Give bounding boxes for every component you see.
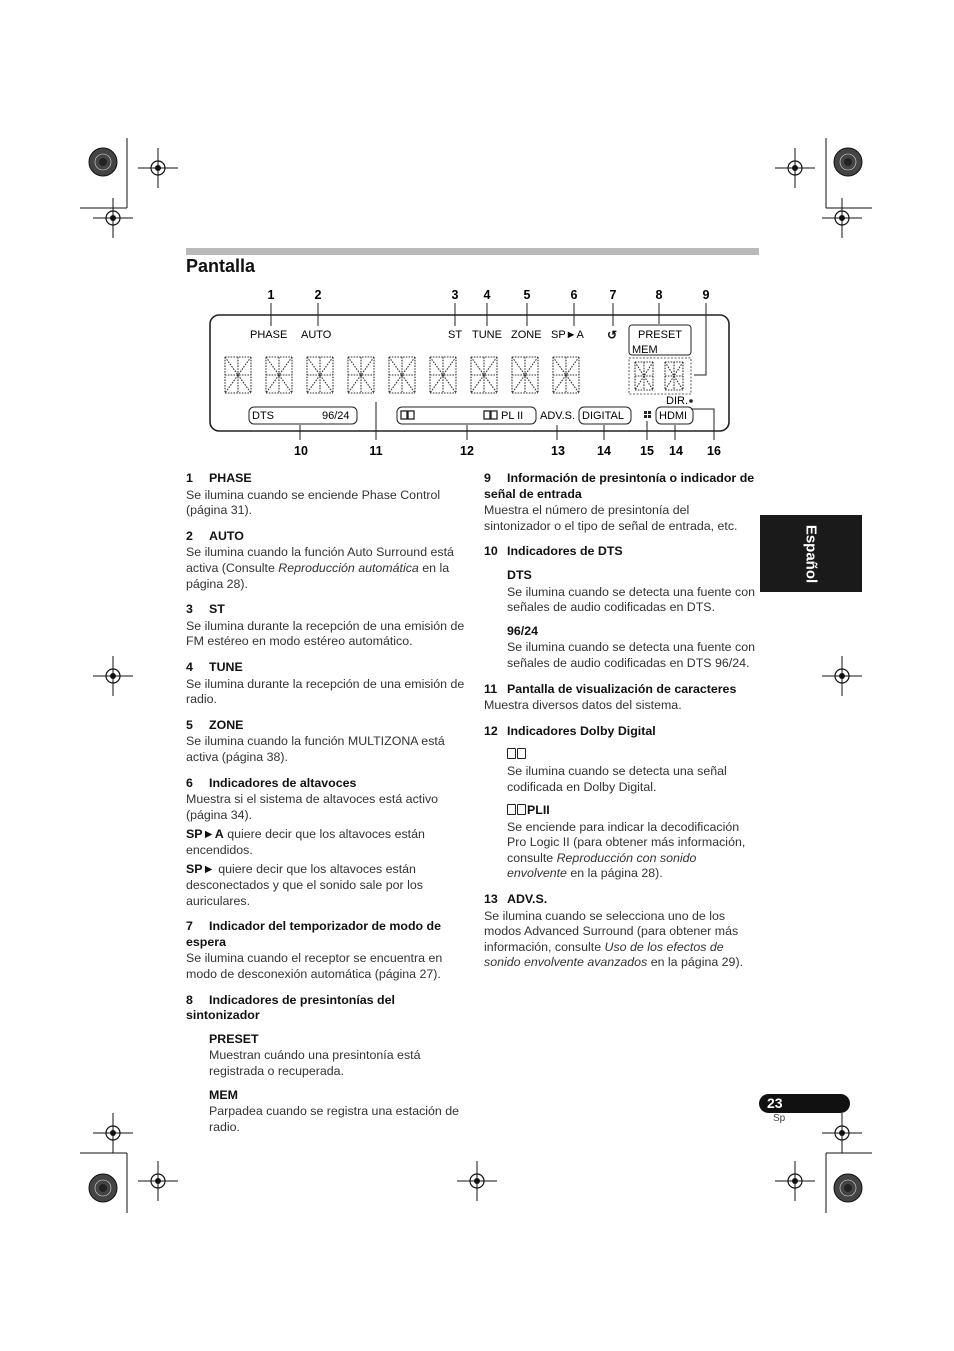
item-13-text: Se ilumina cuando se selecciona uno de los modos Advanced Surround (para obtener más información, consulte Uso de los efectos de sonido envolvente avanzados en la página 29).	[484, 908, 744, 970]
advs-label: ADV.S.	[540, 410, 576, 422]
callout-6: 6	[570, 288, 578, 302]
item-9-heading: 9 Información de presintonía o indicador de señal de entrada	[484, 471, 755, 501]
item-12-dd-text: Se ilumina cuando se detecta una señal codificada en Dolby Digital.	[507, 763, 727, 794]
title-bar	[186, 248, 759, 255]
item-5-heading: 5 ZONE	[186, 717, 244, 732]
callout-14b: 14	[669, 444, 683, 458]
callout-16: 16	[707, 444, 721, 458]
item-11-text: Muestra diversos datos del sistema.	[484, 698, 682, 713]
item-8-preset-text: Muestran cuándo una presintonía está registrada o recuperada.	[209, 1048, 421, 1078]
item-3-text: Se ilumina durante la recepción de una emisión de FM estéreo en modo estéreo automático.	[186, 618, 465, 649]
item-12-heading: 12 Indicadores Dolby Digital	[484, 723, 656, 738]
sp-label: SP►A	[551, 329, 584, 341]
page-suffix: Sp	[773, 1113, 786, 1124]
language-tab	[760, 515, 862, 592]
item-8-heading: 8 Indicadores de presintonías del sintonizador	[186, 992, 395, 1023]
item-4-text: Se ilumina durante la recepción de una emisión de radio.	[186, 676, 465, 707]
item-10-9624-text: Se ilumina cuando se detecta una fuente con señales de audio codificadas en DTS 96/24.	[507, 640, 755, 670]
item-10-dts-text: Se ilumina cuando se detecta una fuente con señales de audio codificadas en DTS.	[507, 584, 755, 615]
callout-14a: 14	[597, 444, 611, 458]
callout-8: 8	[655, 288, 663, 302]
character-display-segments	[225, 357, 683, 393]
item-11-heading: 11 Pantalla de visualización de caracteres	[484, 681, 737, 696]
item-10-heading: 10 Indicadores de DTS	[484, 544, 623, 559]
multichannel-icon	[644, 411, 651, 418]
callout-10: 10	[294, 444, 308, 458]
left-column	[186, 471, 466, 1135]
item-6-heading: 6 Indicadores de altavoces	[186, 775, 357, 790]
tune-label: TUNE	[472, 329, 502, 341]
dts-9624-label: 96/24	[322, 410, 350, 422]
item-3-heading: 3 ST	[186, 602, 225, 617]
phase-label: PHASE	[250, 329, 288, 341]
callout-1: 1	[267, 288, 275, 302]
item-9-text: Muestra el número de presintonía del sintonizador o el tipo de señal de entrada, etc.	[484, 503, 738, 533]
callout-2: 2	[314, 288, 322, 302]
callout-5: 5	[523, 288, 531, 302]
item-1-heading: 1 PHASE	[186, 471, 252, 485]
pl2-label: PL II	[501, 410, 524, 422]
zone-label: ZONE	[511, 329, 542, 341]
item-8-mem-heading: MEM	[209, 1087, 238, 1102]
item-8-preset-heading: PRESET	[209, 1031, 259, 1046]
callout-15: 15	[640, 444, 654, 458]
callout-4: 4	[483, 288, 491, 302]
auto-label: AUTO	[301, 329, 332, 341]
item-13-heading: 13 ADV.S.	[484, 892, 548, 907]
item-6-sp: SP► quiere decir que los altavoces están desconectados y que el sonido sale por los auriculares.	[186, 862, 423, 908]
callout-9: 9	[702, 288, 710, 302]
item-8-mem-text: Parpadea cuando se registra una estación de radio.	[209, 1104, 460, 1134]
callout-12: 12	[460, 444, 474, 458]
item-10-9624-heading: 96/24	[507, 623, 539, 638]
item-7-text: Se ilumina cuando el receptor se encuentra en modo de desconexión automática (página 27).	[186, 951, 443, 982]
item-10-dts-heading: DTS	[507, 567, 532, 582]
callout-3: 3	[451, 288, 459, 302]
item-7-heading: 7 Indicador del temporizador de modo de espera	[186, 919, 442, 949]
item-12-pl2-text: Se enciende para indicar la decodificación Pro Logic II (para obtener más información, consulte Reproducción con sonido envolvente en la página 28).	[507, 819, 746, 881]
item-6-spa: SP►A quiere decir que los altavoces están encendidos.	[186, 827, 425, 857]
dts-label: DTS	[252, 410, 274, 422]
mem-label: MEM	[632, 344, 658, 356]
callout-13: 13	[551, 444, 565, 458]
digital-label: DIGITAL	[582, 410, 624, 422]
front-panel-display-diagram	[195, 282, 735, 462]
dolby-pl2-icon	[484, 411, 497, 419]
callout-11: 11	[369, 444, 383, 458]
item-6-text: Muestra si el sistema de altavoces está activo (página 34).	[186, 792, 439, 822]
right-column	[484, 471, 759, 971]
item-5-text: Se ilumina cuando la función MULTIZONA está activa (página 38).	[186, 734, 445, 764]
hdmi-label: HDMI	[659, 410, 688, 422]
page-title: Pantalla	[186, 256, 256, 276]
language-tab-label: Español	[802, 524, 820, 583]
item-2-heading: 2 AUTO	[186, 528, 244, 543]
dir-label: DIR.	[666, 395, 688, 407]
preset-label: PRESET	[638, 329, 683, 341]
page-number: 23	[767, 1095, 783, 1111]
callout-7: 7	[609, 288, 617, 302]
item-4-heading: 4 TUNE	[186, 659, 243, 674]
timer-icon: ↺	[607, 328, 618, 342]
item-12-pl2-heading: PLII	[507, 803, 759, 819]
item-1-text: Se ilumina cuando se enciende Phase Control (página 31).	[186, 487, 441, 518]
page-number-badge	[759, 1094, 850, 1113]
item-2-text: Se ilumina cuando la función Auto Surround está activa (Consulte Reproducción automática en la página 28).	[186, 545, 454, 591]
dolby-digital-icon	[401, 411, 414, 419]
st-label: ST	[448, 329, 463, 341]
item-12-dd-heading	[507, 747, 759, 763]
